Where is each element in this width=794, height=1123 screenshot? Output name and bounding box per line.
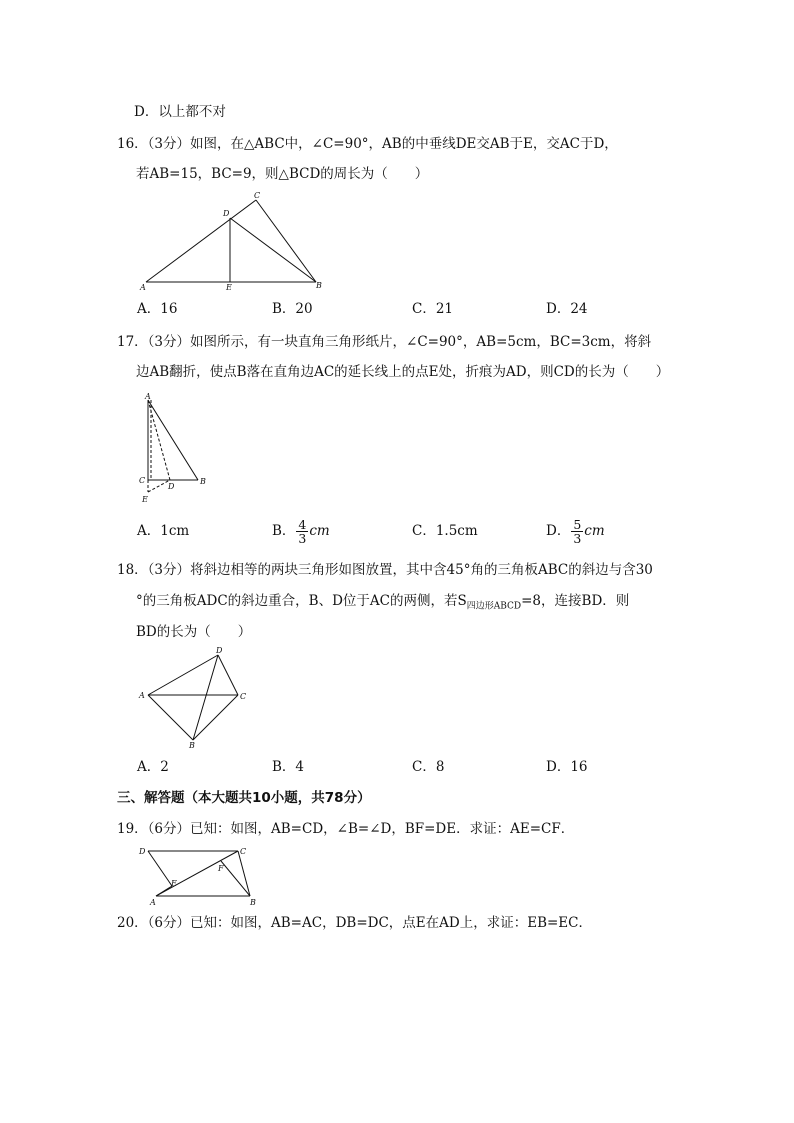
q19-figure (138, 843, 262, 907)
q16-option-d: D．24 (546, 301, 588, 317)
q16-stem-line2: 若AB=15，BC=9，则△BCD的周长为（ ） (136, 166, 429, 182)
q19-label-f: F (218, 864, 224, 873)
q17-stem-line1: 17．（3分）如图所示，有一块直角三角形纸片，∠C=90°，AB=5cm，BC=3cm，将斜 (117, 334, 652, 350)
section-heading: 三、解答题（本大题共10小题，共78分） (117, 790, 371, 806)
q16-option-b: B．20 (272, 301, 313, 317)
q18-option-c: C．8 (412, 759, 445, 775)
q15-option-d: D．以上都不对 (134, 104, 226, 120)
q17-option-b: B． $\frac{4}{3}$ cm (272, 517, 330, 546)
q18-stem-line2: °的三角板ADC的斜边重合，B、D位于AC的两侧，若$S_{四边形ABCD}=8$，连接BD．则 (136, 593, 630, 612)
q18-stem-line3: BD的长为（ ） (136, 624, 252, 640)
q17-label-b: B (200, 477, 206, 486)
q16-label-c: C (254, 191, 261, 200)
q17-option-c: C．1.5cm (412, 523, 478, 539)
q19-label-b: B (250, 898, 256, 907)
q18-label-c: C (240, 692, 247, 701)
q16-option-c: C．21 (412, 301, 454, 317)
q18-figure (136, 645, 252, 751)
q17-label-e: E (142, 495, 148, 504)
q16-stem-line1: 16．（3分）如图，在△ABC中，∠C=90°，AB的中垂线DE交AB于E，交AC于D， (117, 136, 618, 152)
q18-option-a: A．2 (137, 759, 169, 775)
q18-label-a: A (139, 691, 145, 700)
q16-figure (138, 190, 328, 292)
q19-label-e: E (171, 879, 177, 888)
q19-label-c: C (240, 847, 247, 856)
q18-option-d: D．16 (546, 759, 588, 775)
q17-option-d-fraction: $\frac{5}{3}$ (573, 517, 582, 546)
q18-label-b: B (189, 741, 195, 750)
q17-label-c: C (139, 476, 146, 485)
q17-option-b-fraction: $\frac{4}{3}$ (298, 517, 307, 546)
q19-stem-line1: 19．（6分）已知：如图，AB=CD，∠B=∠D，BF=DE．求证：AE=CF． (117, 821, 575, 837)
q19-label-d: D (139, 847, 146, 856)
q16-label-a: A (140, 283, 146, 292)
q16-label-d: D (223, 209, 230, 218)
q16-option-a: A．16 (137, 301, 178, 317)
q16-label-b: B (316, 281, 322, 290)
q18-label-d: D (216, 646, 223, 655)
q20-stem-line1: 20．（6分）已知：如图，AB=AC，DB=DC，点E在AD上，求证：EB=EC． (117, 915, 592, 931)
q19-label-a: A (150, 898, 156, 907)
q18-stem-line1: 18．（3分）将斜边相等的两块三角形如图放置，其中含45°角的三角板ABC的斜边与含30 (117, 562, 653, 578)
q17-label-d: D (168, 482, 175, 491)
q18-option-b: B．4 (272, 759, 305, 775)
q17-figure (136, 390, 216, 508)
q17-stem-line2: 边AB翻折，使点B落在直角边AC的延长线上的点E处，折痕为AD，则CD的长为（ ） (136, 364, 670, 380)
q17-option-d: D． $\frac{5}{3}$ cm (546, 517, 605, 546)
q16-label-e: E (226, 283, 232, 292)
q17-label-a: A (145, 392, 151, 401)
q17-option-a: A．1cm (137, 523, 190, 539)
